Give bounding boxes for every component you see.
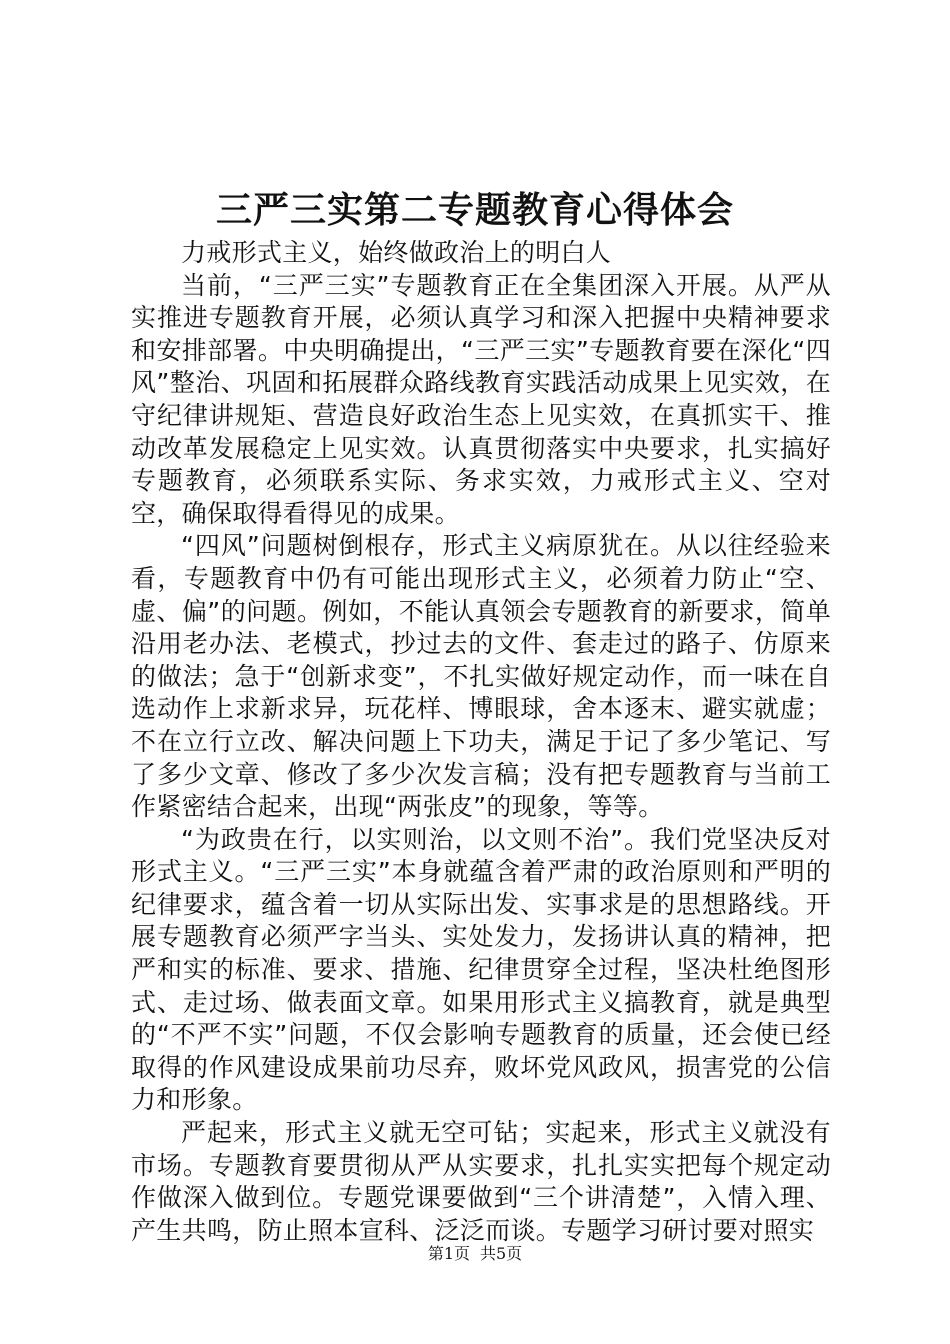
paragraph-subtitle: 力戒形式主义，始终做政治上的明白人	[181, 238, 612, 267]
paragraph: 当前，“三严三实”专题教育正在全集团深入开展。从严从实推进专题教育开展，必须认真学习和深入把握中央精神要求和安排部署。中央明确提出，“三严三实”专题教育要在深化“四风”整治、巩固和拓展群众路线教育实践活动成果上见实效，在守纪律讲规矩、营造良好政治生态上见实效，在真抓实干、推动改革发展稳定上见实效。认真贯彻落实中央要求，扎实搞好专题教育，必须联系实际、务求实效，力戒形式主义、空对空，确保取得看得见的成果。	[131, 270, 831, 528]
paragraph: 严起来，形式主义就无空可钻；实起来，形式主义就没有市场。专题教育要贯彻从严从实要求，扎扎实实把每个规定动作做深入做到位。专题党课要做到“三个讲清楚”，入情入理、产生共鸣，防止照本宣科、泛泛而谈。专题学习研讨要对照实	[131, 1118, 831, 1245]
paragraph: “为政贵在行，以实则治，以文则不治”。我们党坚决反对形式主义。“三严三实”本身就蕴含着严肃的政治原则和严明的纪律要求，蕴含着一切从实际出发、实事求是的思想路线。开展专题教育必须严字当头、实处发力，发扬讲认真的精神，把严和实的标准、要求、措施、纪律贯穿全过程，坚决杜绝图形式、走过场、做表面文章。如果用形式主义搞教育，就是典型的“不严不实”问题，不仅会影响专题教育的质量，还会使已经取得的作风建设成果前功尽弃，败坏党风政风，损害党的公信力和形象。	[131, 824, 831, 1115]
page-number: 第1页	[427, 1244, 470, 1263]
document-body	[131, 237, 831, 1247]
document-title: 三严三实第二专题教育心得体会	[215, 189, 734, 231]
page-total: 共5页	[480, 1244, 523, 1263]
paragraph: “四风”问题树倒根存，形式主义病原犹在。从以往经验来看，专题教育中仍有可能出现形式主义，必须着力防止“空、虚、偏”的问题。例如，不能认真领会专题教育的新要求，简单沿用老办法、老模式，抄过去的文件、套走过的路子、仿原来的做法；急于“创新求变”，不扎实做好规定动作，而一味在自选动作上求新求异，玩花样、博眼球，舍本逐末、避实就虚；不在立行立改、解决问题上下功夫，满足于记了多少笔记、写了多少文章、修改了多少次发言稿；没有把专题教育与当前工作紧密结合起来，出现“两张皮”的现象，等等。	[131, 531, 831, 822]
page-footer	[0, 1244, 950, 1264]
